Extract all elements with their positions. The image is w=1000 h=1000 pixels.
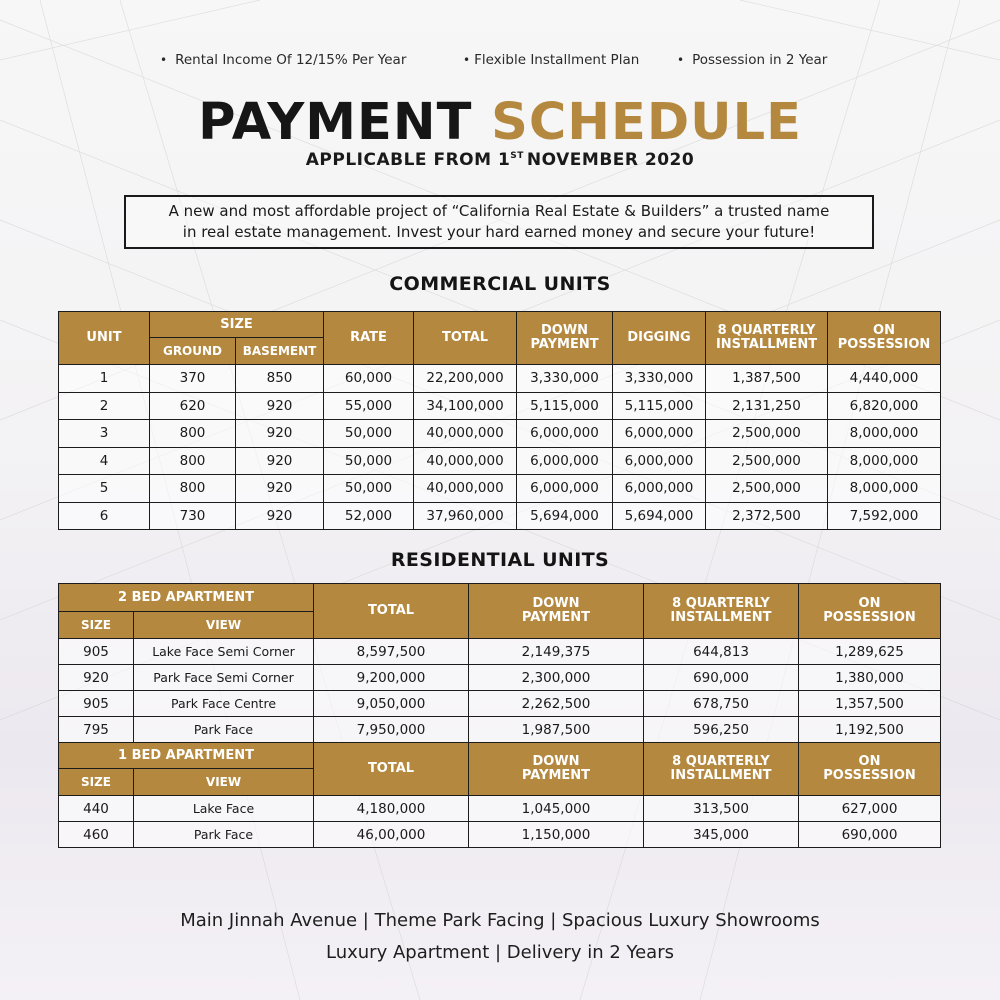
commercial-units-table (58, 311, 941, 530)
cell: 920 (236, 392, 324, 420)
bullet-icon: • (463, 53, 471, 67)
table-row (59, 691, 941, 717)
header-view: VIEW (134, 769, 314, 796)
cell: 920 (59, 665, 134, 691)
cell: 690,000 (799, 822, 941, 848)
cell: 2 (59, 392, 150, 420)
header-down-payment: DOWN PAYMENT (469, 743, 644, 796)
cell: 620 (150, 392, 236, 420)
cell: 345,000 (644, 822, 799, 848)
footer-line-1: Main Jinnah Avenue | Theme Park Facing | Spacious Luxury Showrooms (180, 910, 820, 931)
intro-box (124, 195, 874, 249)
cell: 5,694,000 (613, 502, 706, 530)
cell: 800 (150, 475, 236, 503)
cell: 8,597,500 (314, 639, 469, 665)
bullet-icon: • (160, 53, 168, 67)
cell: 460 (59, 822, 134, 848)
table-row (59, 502, 941, 530)
header-down-payment: DOWN PAYMENT (469, 584, 644, 639)
cell: Lake Face (134, 796, 314, 822)
cell: 5,694,000 (517, 502, 613, 530)
cell: 2,500,000 (706, 420, 828, 448)
cell: Park Face (134, 717, 314, 743)
table-row (59, 475, 941, 503)
cell: 3 (59, 420, 150, 448)
cell: Park Face Semi Corner (134, 665, 314, 691)
residential-section-title: RESIDENTIAL UNITS (390, 549, 610, 571)
cell: 8,000,000 (828, 420, 941, 448)
cell: 2,300,000 (469, 665, 644, 691)
page-subtitle: APPLICABLE FROM 1ST NOVEMBER 2020 (305, 150, 695, 170)
cell: 34,100,000 (414, 392, 517, 420)
cell: 60,000 (324, 365, 414, 393)
intro-line: in real estate management. Invest your hard earned money and secure your future! (182, 223, 816, 241)
header-installment: 8 QUARTERLY INSTALLMENT (644, 584, 799, 639)
cell: 5,115,000 (517, 392, 613, 420)
cell: 4,440,000 (828, 365, 941, 393)
cell: 6,000,000 (517, 447, 613, 475)
feature-item: • Flexible Installment Plan (463, 52, 640, 68)
cell: Lake Face Semi Corner (134, 639, 314, 665)
cell: 2,372,500 (706, 502, 828, 530)
cell: 795 (59, 717, 134, 743)
cell: 6,000,000 (517, 420, 613, 448)
commercial-section-title: COMMERCIAL UNITS (389, 273, 611, 295)
header-size: SIZE (59, 769, 134, 796)
cell: 50,000 (324, 475, 414, 503)
cell: 2,131,250 (706, 392, 828, 420)
cell: 690,000 (644, 665, 799, 691)
cell: 800 (150, 420, 236, 448)
cell: 5 (59, 475, 150, 503)
header-possession: ON POSSESSION (799, 743, 941, 796)
cell: 1,987,500 (469, 717, 644, 743)
cell: 40,000,000 (414, 447, 517, 475)
cell: 2,500,000 (706, 475, 828, 503)
feature-item: • Possession in 2 Year (677, 52, 828, 68)
cell: 8,000,000 (828, 475, 941, 503)
cell: 9,200,000 (314, 665, 469, 691)
table-row (59, 665, 941, 691)
cell: 8,000,000 (828, 447, 941, 475)
cell: 37,960,000 (414, 502, 517, 530)
table-row (59, 822, 941, 848)
cell: 1 (59, 365, 150, 393)
cell: 920 (236, 502, 324, 530)
cell: 850 (236, 365, 324, 393)
cell: 627,000 (799, 796, 941, 822)
table-row (59, 392, 941, 420)
cell: 4 (59, 447, 150, 475)
cell: 920 (236, 420, 324, 448)
cell: 50,000 (324, 420, 414, 448)
header-down-payment: DOWN PAYMENT (517, 312, 613, 365)
cell: 2,149,375 (469, 639, 644, 665)
cell: Park Face (134, 822, 314, 848)
cell: 6,000,000 (613, 447, 706, 475)
cell: 1,387,500 (706, 365, 828, 393)
cell: 3,330,000 (517, 365, 613, 393)
feature-item: • Rental Income Of 12/15% Per Year (160, 52, 407, 68)
cell: 905 (59, 691, 134, 717)
intro-line: A new and most affordable project of “California Real Estate & Builders” a trusted name (168, 202, 830, 220)
header-basement: BASEMENT (236, 338, 324, 365)
header-possession: ON POSSESSION (799, 584, 941, 639)
cell: 920 (236, 475, 324, 503)
cell: 6 (59, 502, 150, 530)
cell: 9,050,000 (314, 691, 469, 717)
cell: 50,000 (324, 447, 414, 475)
cell: 1,380,000 (799, 665, 941, 691)
cell: 440 (59, 796, 134, 822)
cell: 40,000,000 (414, 420, 517, 448)
cell: 678,750 (644, 691, 799, 717)
cell: 22,200,000 (414, 365, 517, 393)
header-size: SIZE (150, 312, 324, 338)
cell: 40,000,000 (414, 475, 517, 503)
cell: 905 (59, 639, 134, 665)
header-total: TOTAL (314, 743, 469, 796)
cell: 5,115,000 (613, 392, 706, 420)
cell: 644,813 (644, 639, 799, 665)
header-unit: UNIT (59, 312, 150, 365)
cell: 6,820,000 (828, 392, 941, 420)
cell: 7,592,000 (828, 502, 941, 530)
header-installment: 8 QUARTERLY INSTALLMENT (644, 743, 799, 796)
cell: 1,357,500 (799, 691, 941, 717)
table-row (59, 796, 941, 822)
header-digging: DIGGING (613, 312, 706, 365)
cell: 800 (150, 447, 236, 475)
header-size: SIZE (59, 612, 134, 639)
table-row (59, 420, 941, 448)
table-row (59, 365, 941, 393)
cell: 1,150,000 (469, 822, 644, 848)
header-installment: 8 QUARTERLY INSTALLMENT (706, 312, 828, 365)
table-row (59, 717, 941, 743)
cell: 6,000,000 (517, 475, 613, 503)
header-total: TOTAL (314, 584, 469, 639)
cell: 6,000,000 (613, 420, 706, 448)
cell: Park Face Centre (134, 691, 314, 717)
cell: 7,950,000 (314, 717, 469, 743)
cell: 6,000,000 (613, 475, 706, 503)
cell: 2,262,500 (469, 691, 644, 717)
cell: 46,00,000 (314, 822, 469, 848)
footer-line-2: Luxury Apartment | Delivery in 2 Years (326, 942, 674, 963)
cell: 3,330,000 (613, 365, 706, 393)
cell: 55,000 (324, 392, 414, 420)
header-possession: ON POSSESSION (828, 312, 941, 365)
group-header-2-bed: 2 BED APARTMENT (59, 584, 314, 612)
cell: 2,500,000 (706, 447, 828, 475)
cell: 1,289,625 (799, 639, 941, 665)
header-ground: GROUND (150, 338, 236, 365)
cell: 313,500 (644, 796, 799, 822)
cell: 730 (150, 502, 236, 530)
header-total: TOTAL (414, 312, 517, 365)
cell: 1,192,500 (799, 717, 941, 743)
cell: 370 (150, 365, 236, 393)
header-view: VIEW (134, 612, 314, 639)
bullet-icon: • (677, 53, 685, 67)
cell: 4,180,000 (314, 796, 469, 822)
cell: 920 (236, 447, 324, 475)
header-rate: RATE (324, 312, 414, 365)
feature-list (0, 52, 1000, 72)
table-row (59, 447, 941, 475)
table-row (59, 639, 941, 665)
page-title: PAYMENT SCHEDULE (198, 93, 802, 152)
cell: 596,250 (644, 717, 799, 743)
residential-units-table (58, 583, 941, 848)
group-header-1-bed: 1 BED APARTMENT (59, 743, 314, 769)
cell: 52,000 (324, 502, 414, 530)
cell: 1,045,000 (469, 796, 644, 822)
